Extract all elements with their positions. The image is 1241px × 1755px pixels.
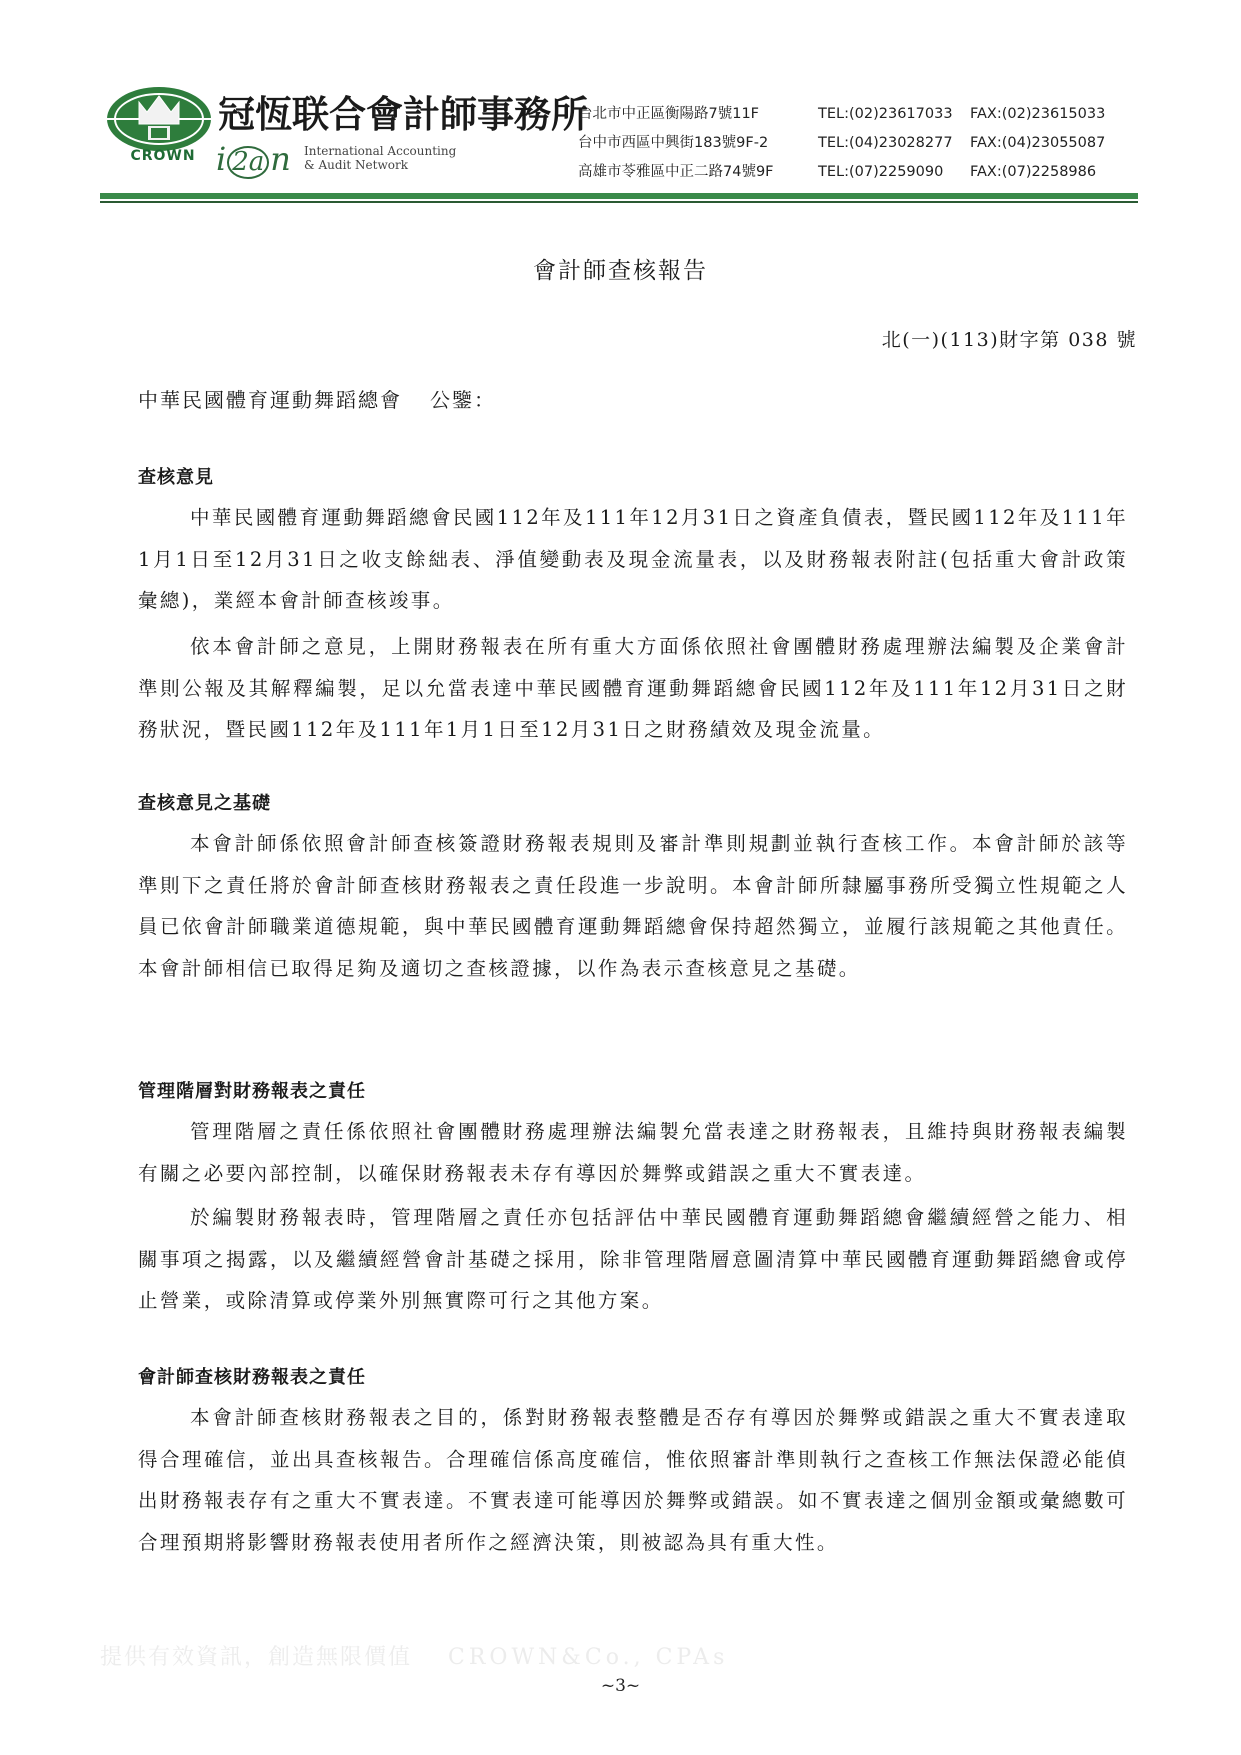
section-title-management: 管理階層對財務報表之責任: [138, 1081, 366, 1102]
office-tel: TEL:(07)2259090: [818, 164, 944, 180]
addressee: [138, 384, 496, 413]
network-name-line-2: & Audit Network: [304, 158, 408, 172]
header-divider: [100, 193, 1138, 199]
footer-slogan: 提供有效資訊，創造無限價值: [100, 1645, 413, 1670]
firm-name: 冠恆联合會計師事務所: [218, 92, 588, 136]
footer-brand: CROWN&Co., CPAs: [448, 1645, 729, 1670]
management-paragraph-2: 於編製財務報表時，管理階層之責任亦包括評估中華民國體育運動舞蹈總會繼續經營之能力、相關事項之揭露，以及繼續經營會計基礎之採用，除非管理階層意圖清算中華民國體育運動舞蹈總會或停止營業，或除清算或停業外別無實際可行之其他方案。: [138, 1206, 1128, 1312]
basis-paragraph-1: 本會計師係依照會計師查核簽證財務報表規則及審計準則規劃並執行查核工作。本會計師於該等準則下之責任將於會計師查核財務報表之責任段進一步說明。本會計師所隸屬事務所受獨立性規範之人員已依會計師職業道德規範，與中華民國體育運動舞蹈總會保持超然獨立，並履行該規範之其他責任。本會計師相信已取得足夠及適切之查核證據，以作為表示查核意見之基礎。: [138, 832, 1128, 980]
network-name-line-1: International Accounting: [304, 144, 457, 158]
section-title-basis: 查核意見之基礎: [138, 793, 271, 814]
page-number: ~3~: [600, 1676, 641, 1696]
office-fax: FAX:(04)23055087: [970, 135, 1106, 151]
network-name: [304, 144, 456, 172]
office-address: 台中市西區中興街183號9F-2: [578, 135, 769, 151]
section-title-auditor: 會計師查核財務報表之責任: [138, 1367, 366, 1388]
report-title: 會計師查核報告: [533, 258, 708, 284]
i2an-mark-ring: 2a: [227, 146, 269, 179]
reference-number: 北(一)(113)財字第 038 號: [881, 329, 1137, 351]
office-address: 台北市中正區衡陽路7號11F: [578, 106, 760, 122]
section-title-opinion: 查核意見: [138, 467, 214, 488]
management-paragraph-1: 管理階層之責任係依照社會團體財務處理辦法編製允當表達之財務報表，且維持與財務報表編製有關之必要內部控制，以確保財務報表未存有導因於舞弊或錯誤之重大不實表達。: [138, 1120, 1128, 1185]
header-divider-thin: [100, 201, 1138, 203]
logo-wordmark: CROWN: [130, 148, 196, 164]
opinion-paragraph-1: 中華民國體育運動舞蹈總會民國112年及111年12月31日之資產負債表，暨民國112年及111年1月1日至12月31日之收支餘絀表、淨值變動表及現金流量表，以及財務報表附註(包括重大會計政策彙總)，業經本會計師查核竣事。: [138, 506, 1128, 612]
crown-logo-icon: [104, 84, 214, 154]
office-fax: FAX:(02)23615033: [970, 106, 1106, 122]
footer-watermark: [100, 1640, 728, 1671]
office-address: 高雄市苓雅區中正二路74號9F: [578, 164, 774, 180]
opinion-paragraph-2: 依本會計師之意見，上開財務報表在所有重大方面係依照社會團體財務處理辦法編製及企業會計準則公報及其解釋編製，足以允當表達中華民國體育運動舞蹈總會民國112年及111年12月31日之財務狀況，暨民國112年及111年1月1日至12月31日之財務績效及現金流量。: [138, 635, 1128, 741]
i2an-mark-pre: i: [216, 140, 227, 178]
i2an-network-logo: [216, 140, 291, 179]
addressee-greeting: 公鑒：: [430, 388, 496, 412]
i2an-mark-post: n: [270, 140, 291, 178]
office-tel: TEL:(04)23028277: [818, 135, 953, 151]
office-fax: FAX:(07)2258986: [970, 164, 1097, 180]
auditor-paragraph-1: 本會計師查核財務報表之目的，係對財務報表整體是否存有導因於舞弊或錯誤之重大不實表達取得合理確信，並出具查核報告。合理確信係高度確信，惟依照審計準則執行之查核工作無法保證必能偵出財務報表存有之重大不實表達。不實表達可能導因於舞弊或錯誤。如不實表達之個別金額或彙總數可合理預期將影響財務報表使用者所作之經濟決策，則被認為具有重大性。: [138, 1406, 1128, 1554]
addressee-name: 中華民國體育運動舞蹈總會: [138, 388, 402, 412]
office-tel: TEL:(02)23617033: [818, 106, 953, 122]
